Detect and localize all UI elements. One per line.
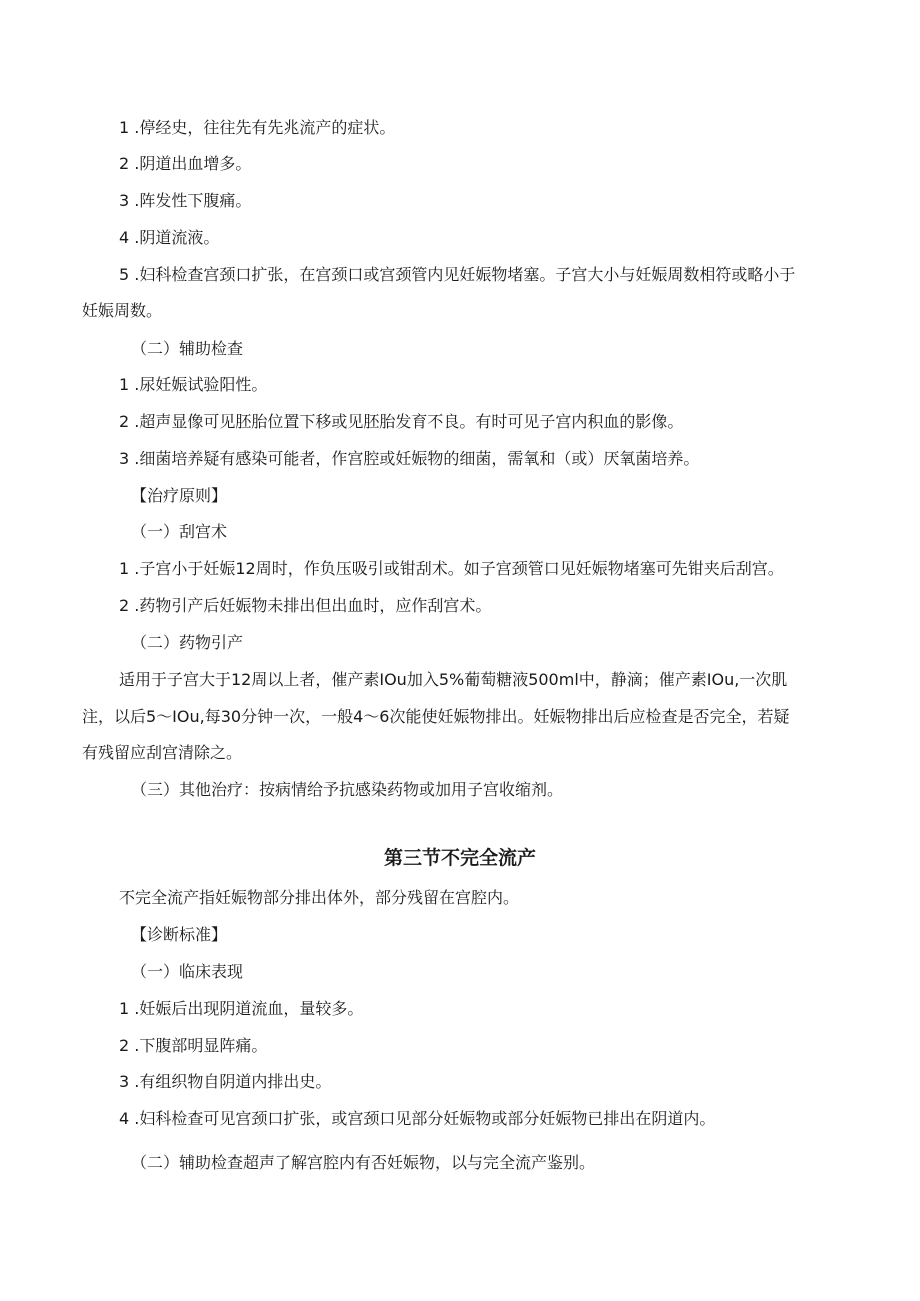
paragraph: 2 .超声显像可见胚胎位置下移或见胚胎发育不良。有时可见子宫内积血的影像。 <box>119 412 684 431</box>
paragraph: 适用于子宫大于12周以上者，催产素IOu加入5%葡萄糖液500ml中，静滴；催产素IOu,一次肌 <box>119 670 788 689</box>
subheading: （二）辅助检查 <box>131 339 244 358</box>
paragraph-continuation: 注，以后5～IOu,每30分钟一次，一般4～6次能使妊娠物排出。妊娠物排出后应检查是否完全，若疑 <box>82 707 790 726</box>
paragraph: 3 .细菌培养疑有感染可能者，作宫腔或妊娠物的细菌，需氧和（或）厌氧菌培养。 <box>119 449 700 468</box>
subheading: （一）刮宫术 <box>131 522 228 541</box>
section-heading: 【治疗原则】 <box>131 486 228 505</box>
paragraph: 3 .有组织物自阴道内排出史。 <box>119 1072 332 1091</box>
paragraph: 1 .尿妊娠试验阳性。 <box>119 375 268 394</box>
paragraph: 2 .阴道出血增多。 <box>119 154 252 173</box>
paragraph: 5 .妇科检查宫颈口扩张，在宫颈口或宫颈管内见妊娠物堵塞。子宫大小与妊娠周数相符或略小于 <box>119 265 796 284</box>
paragraph: 4 .妇科检查可见宫颈口扩张，或宫颈口见部分妊娠物或部分妊娠物已排出在阴道内。 <box>119 1109 716 1128</box>
paragraph: 1 .妊娠后出现阴道流血，量较多。 <box>119 999 364 1018</box>
paragraph: 不完全流产指妊娠物部分排出体外，部分残留在宫腔内。 <box>119 888 520 907</box>
subheading: （二）辅助检查超声了解宫腔内有否妊娠物，以与完全流产鉴别。 <box>131 1153 596 1172</box>
subheading: （一）临床表现 <box>131 962 244 981</box>
paragraph: 1 .子宫小于妊娠12周时，作负压吸引或钳刮术。如子宫颈管口见妊娠物堵塞可先钳夹后刮宫。 <box>119 559 784 578</box>
paragraph-continuation: 有残留应刮宫清除之。 <box>82 743 243 762</box>
paragraph: 2 .药物引产后妊娠物未排出但出血时，应作刮宫术。 <box>119 596 492 615</box>
subheading: （二）药物引产 <box>131 633 244 652</box>
subheading: （三）其他治疗：按病情给予抗感染药物或加用子宫收缩剂。 <box>131 780 564 799</box>
paragraph: 3 .阵发性下腹痛。 <box>119 191 252 210</box>
paragraph-continuation: 妊娠周数。 <box>82 301 163 320</box>
paragraph: 1 .停经史，往往先有先兆流产的症状。 <box>119 118 396 137</box>
paragraph: 4 .阴道流液。 <box>119 228 220 247</box>
section-heading: 【诊断标准】 <box>131 925 228 944</box>
paragraph: 2 .下腹部明显阵痛。 <box>119 1036 268 1055</box>
section-title: 第三节不完全流产 <box>383 847 536 869</box>
